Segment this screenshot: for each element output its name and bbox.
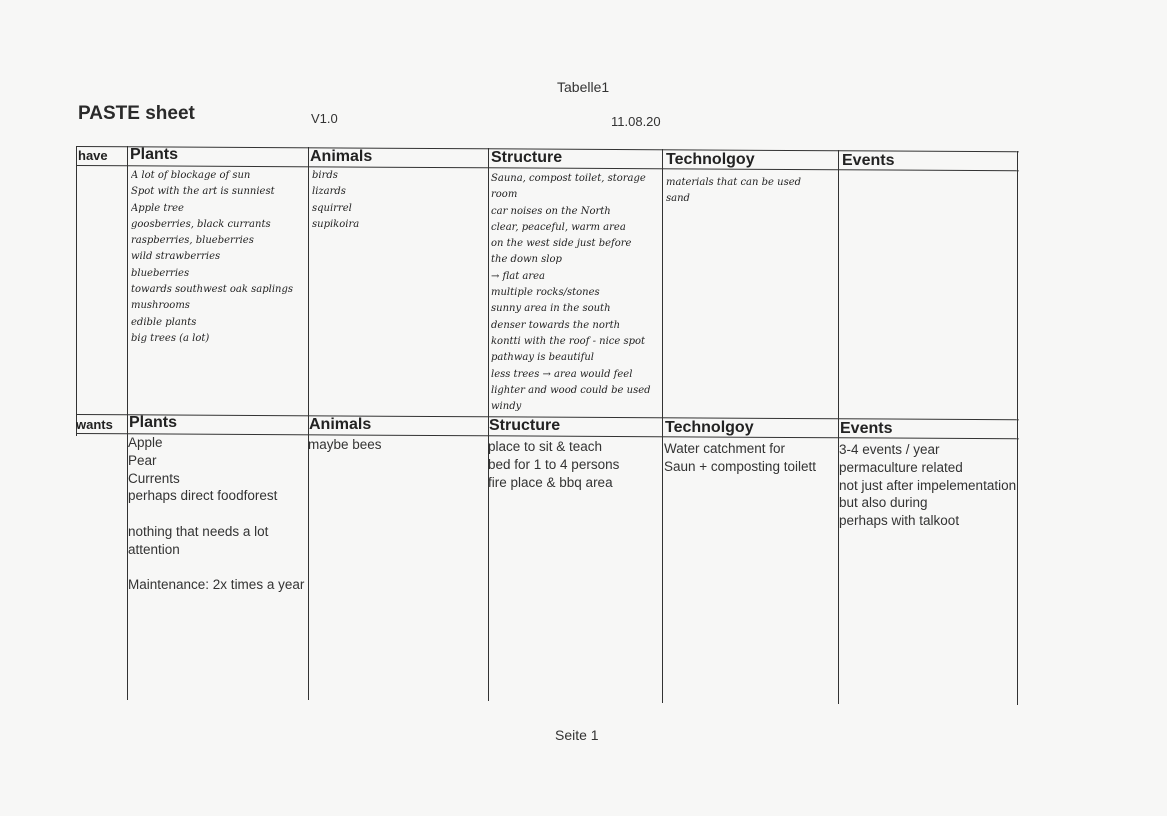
list-item: Apple [128,435,163,450]
list-item: windy [491,401,522,413]
list-item: → flat area [491,270,546,282]
row-label-have: have [78,148,108,163]
list-item: sunny area in the south [491,303,611,315]
list-item: less trees → area would feel [491,368,633,380]
list-item: Sauna, compost toilet, storage [491,173,646,184]
list-item: Maintenance: 2x times a year [128,577,305,593]
list-item: goosberries, black currants [131,218,271,230]
list-item: perhaps with talkoot [839,513,960,529]
list-item: permaculture related [839,459,963,475]
wants-header-technology: Technolgoy [665,419,754,436]
have-header-technology: Technolgoy [666,151,755,168]
wants-header-plants: Plants [129,414,178,431]
page-footer: Seite 1 [555,727,599,743]
version-label: V1.0 [311,111,338,126]
wants-events-list [839,441,1017,530]
list-item: car noises on the North [491,205,611,217]
list-item: Pear [128,452,157,468]
list-item: birds [312,170,338,181]
list-item: materials that can be used [666,177,802,188]
list-item: nothing that needs a lot [128,523,269,539]
grid-line [662,149,663,703]
list-item: but also during [839,495,928,511]
date-label: 11.08.20 [611,114,661,129]
have-animals-list [312,168,486,233]
grid-line [76,146,77,436]
document-title: PASTE sheet [78,103,195,124]
have-header-structure: Structure [491,149,563,166]
list-item: A lot of blockage of sun [131,170,251,181]
list-item: lizards [312,186,346,198]
list-item: perhaps direct foodforest [128,488,278,504]
have-structure-list [491,171,661,415]
sheet-title: Tabelle1 [557,79,610,95]
list-item: the down slop [491,254,562,266]
list-item: Currents [128,470,180,486]
list-item: squirrel [312,202,352,214]
list-item: maybe bees [308,437,382,452]
list-item: kontti with the roof - nice spot [491,335,646,347]
list-item: Saun + composting toilett [664,458,816,474]
list-item: multiple rocks/stones [491,287,600,299]
wants-header-events: Events [840,420,893,437]
have-header-animals: Animals [310,148,373,165]
grid-line [838,150,839,704]
list-item: room [491,189,518,201]
row-label-wants: wants [76,417,113,432]
list-item: lighter and wood could be used [491,384,651,396]
list-item: pathway is beautiful [491,352,594,364]
wants-plants-list [128,434,310,594]
list-item: fire place & bbq area [488,474,613,490]
list-item: wild strawberries [131,251,221,263]
wants-technology-list [664,440,838,476]
list-item: edible plants [131,316,197,328]
list-item: big trees (a lot) [131,332,210,344]
list-item: Apple tree [131,202,184,214]
list-item: Water catchment for [664,441,786,456]
have-plants-list [131,168,307,347]
have-technology-list [666,175,836,208]
list-item: mushrooms [131,300,190,312]
have-header-events: Events [842,152,895,169]
list-item [128,505,310,523]
list-item: Spot with the art is sunniest [131,186,275,198]
list-item: not just after impelementation [839,477,1017,493]
list-item: sand [666,193,690,205]
list-item: bed for 1 to 4 persons [488,456,620,472]
list-item: clear, peaceful, warm area [491,221,626,233]
list-item: denser towards the north [491,319,621,331]
wants-structure-list [488,438,662,491]
have-header-plants: Plants [130,146,179,163]
list-item [128,559,310,577]
grid-line [127,146,128,700]
list-item: 3-4 events / year [839,442,940,457]
list-item: on the west side just before [491,238,632,250]
list-item: blueberries [131,267,190,279]
wants-header-animals: Animals [309,416,372,433]
wants-animals-list [308,436,486,454]
list-item: place to sit & teach [488,439,603,454]
list-item: towards southwest oak saplings [131,284,293,296]
list-item: supikoira [312,218,360,230]
wants-header-structure: Structure [489,417,561,434]
grid-line [1017,151,1018,705]
list-item: attention [128,541,180,557]
list-item: raspberries, blueberries [131,235,254,247]
